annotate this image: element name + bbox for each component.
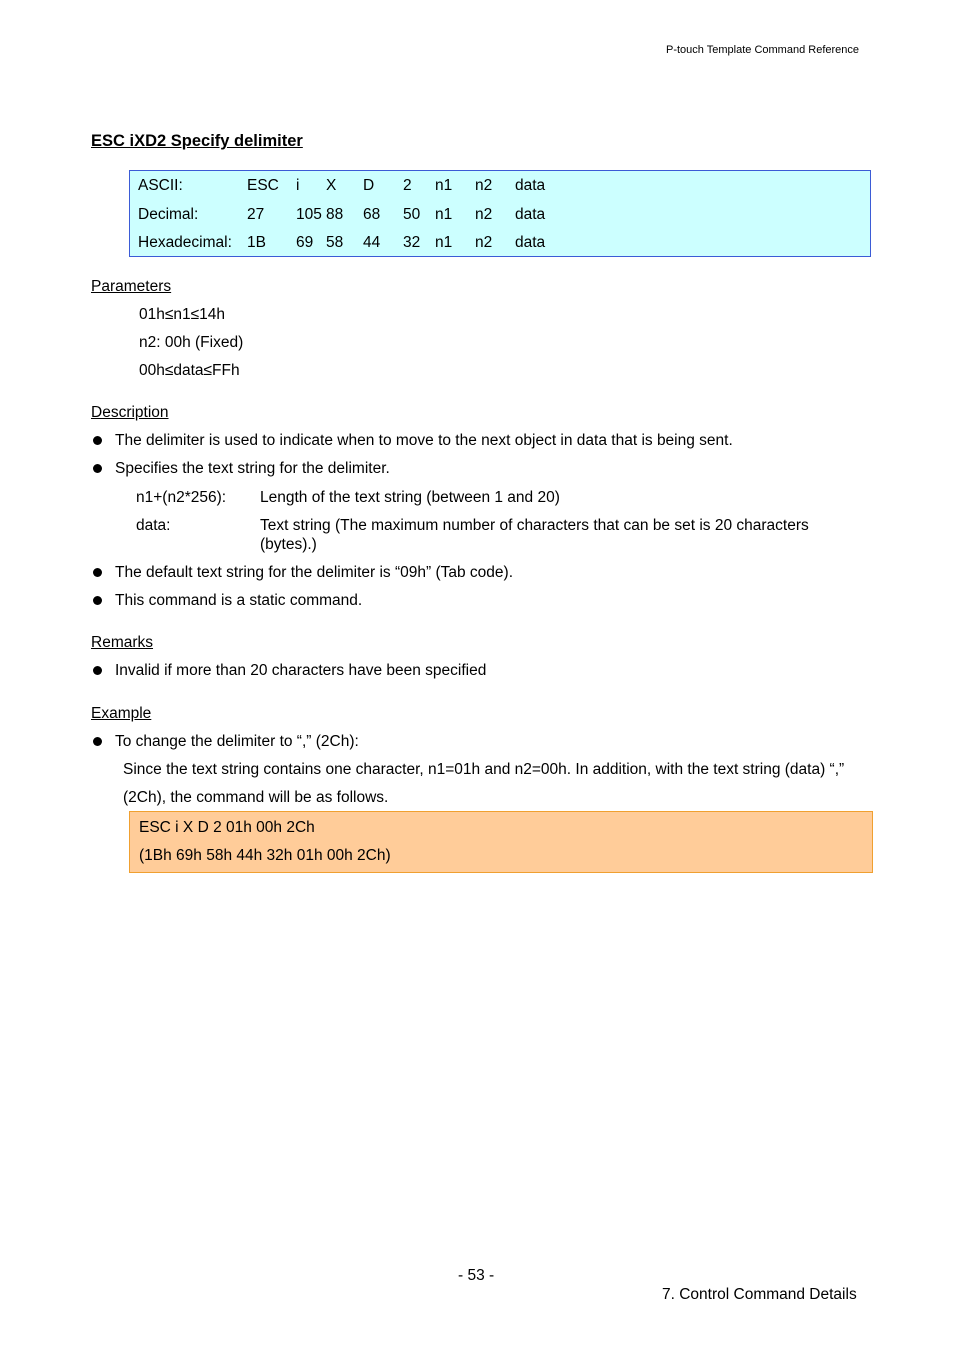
cell: D xyxy=(363,177,375,195)
description-bullet: Specifies the text string for the delimiter. xyxy=(115,460,390,477)
running-header: P-touch Template Command Reference xyxy=(666,44,860,56)
cell: ESC xyxy=(247,177,279,195)
description-heading: Description xyxy=(91,404,169,421)
command-table-box xyxy=(129,170,871,257)
cell: X xyxy=(326,177,337,195)
remark-bullet: Invalid if more than 20 characters have been specified xyxy=(115,662,487,679)
bullet-icon xyxy=(93,596,102,605)
bullet-icon xyxy=(93,666,102,675)
cell: 27 xyxy=(247,205,265,223)
command-table xyxy=(138,172,545,258)
cell: i xyxy=(296,177,300,195)
parameters-heading: Parameters xyxy=(91,278,172,295)
cell: 88 xyxy=(326,205,344,223)
description-bullet: The delimiter is used to indicate when to move to the next object in data that is being sent. xyxy=(115,432,733,449)
parameter-line: n2: 00h (Fixed) xyxy=(139,334,244,351)
bullet-icon xyxy=(93,436,102,445)
command-row-decimal xyxy=(138,201,545,230)
cell: n1 xyxy=(435,177,453,195)
row-label: Decimal: xyxy=(138,205,199,223)
example-code-box xyxy=(129,811,873,873)
cell: data xyxy=(515,205,546,223)
row-label: ASCII: xyxy=(138,177,183,195)
example-bullet: To change the delimiter to “,” (2Ch): xyxy=(115,733,359,750)
definition-text: Text string (The maximum number of characters that can be set is 20 characters xyxy=(260,517,809,534)
cell: data xyxy=(515,234,546,252)
cell: 44 xyxy=(363,234,381,252)
description-bullet: The default text string for the delimiter is “09h” (Tab code). xyxy=(115,564,514,581)
parameter-line: 01h≤n1≤14h xyxy=(139,306,225,323)
cell: 1B xyxy=(247,234,266,252)
page-number: - 53 - xyxy=(458,1267,495,1284)
footer-section: 7. Control Command Details xyxy=(662,1286,857,1303)
code-line: (1Bh 69h 58h 44h 32h 01h 00h 2Ch) xyxy=(139,847,391,864)
cell: data xyxy=(515,177,546,195)
cell: n2 xyxy=(475,205,493,223)
cell: n2 xyxy=(475,234,493,252)
section-title: ESC iXD2 Specify delimiter xyxy=(91,132,303,150)
cell: n2 xyxy=(475,177,493,195)
cell: n1 xyxy=(435,234,453,252)
cell: 32 xyxy=(403,234,421,252)
example-heading: Example xyxy=(91,705,152,722)
bullet-icon xyxy=(93,464,102,473)
example-paragraph-continued: (2Ch), the command will be as follows. xyxy=(123,789,389,806)
definition-term: data: xyxy=(136,517,171,534)
code-line: ESC i X D 2 01h 00h 2Ch xyxy=(139,819,315,836)
cell: 68 xyxy=(363,205,381,223)
cell: 105 xyxy=(296,205,322,223)
example-paragraph: Since the text string contains one character, n1=01h and n2=00h. In addition, with the text string (data) “,” xyxy=(123,761,845,778)
cell: 2 xyxy=(403,177,412,195)
cell: n1 xyxy=(435,205,453,223)
cell: 58 xyxy=(326,234,344,252)
description-bullet: This command is a static command. xyxy=(115,592,363,609)
row-label: Hexadecimal: xyxy=(138,234,232,252)
bullet-icon xyxy=(93,568,102,577)
cell: 50 xyxy=(403,205,421,223)
remarks-heading: Remarks xyxy=(91,634,154,651)
definition-text: Length of the text string (between 1 and 20) xyxy=(260,489,560,506)
cell: 69 xyxy=(296,234,314,252)
command-row-ascii xyxy=(138,172,545,201)
definition-term: n1+(n2*256): xyxy=(136,489,227,506)
definition-text-continued: (bytes).) xyxy=(260,536,317,553)
command-row-hex xyxy=(138,229,545,258)
parameter-line: 00h≤data≤FFh xyxy=(139,362,240,379)
bullet-icon xyxy=(93,737,102,746)
